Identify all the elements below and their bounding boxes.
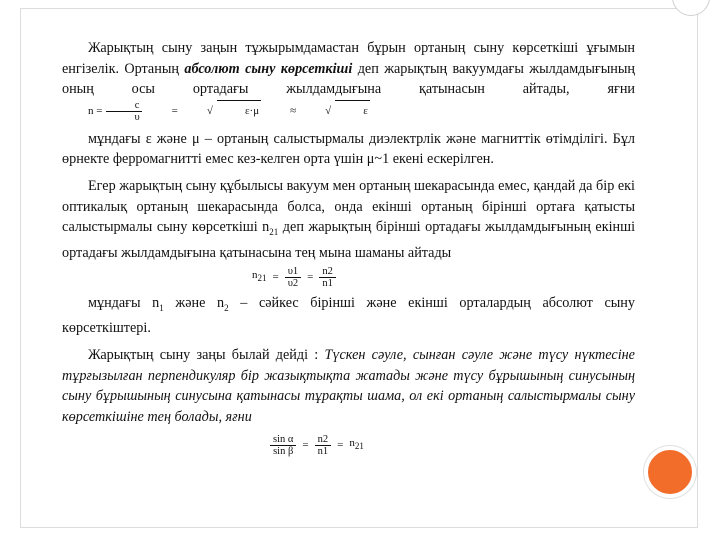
formula-lhs: n = — [88, 104, 103, 117]
text-span: және n — [163, 294, 225, 311]
subscript: 1 — [159, 302, 164, 313]
paragraph-refraction-law — [62, 345, 635, 427]
fraction-denominator: sin β — [273, 445, 294, 457]
paragraph-absolute-index — [62, 38, 635, 123]
n-symbol: n — [252, 269, 258, 282]
n-symbol: n — [349, 437, 355, 450]
orange-circle-decoration — [644, 446, 696, 498]
text-span: деп жарықтың вакуумдағы жылдамдығының оның осы ортадағы жылдамдығына қатынасын айтады, яғни — [62, 60, 635, 98]
law-statement: Түскен сәуле, сынған сәуле және түсу нүктесіне тұрғызылған перпендикуляр бір жазықтықта жатады және түсу бұрышының синусының сыну бұрышының синусына қатынасы тұрақты шама, ол екі ортаның салыстырмалы сыну көрсеткішіне тең болады, яғни — [62, 346, 635, 425]
text-span: Жарықтың сыну заңын тұжырымдамастан бұрын ортаның сыну көрсеткіші ұғымын енгізелік. Ортаның — [62, 40, 635, 77]
text-span: мұндағы n — [88, 294, 160, 311]
paragraph-permittivity: мұндағы ε және μ – ортаның салыстырмалы диэлектрлік және магниттік өтімділігі. Бұл өрнекте ферромагнитті емес кез-келген орта үшін μ~1 екені ескерілген. — [62, 130, 635, 168]
sqrt-symbol: √ — [325, 104, 332, 117]
fraction-numerator: c — [106, 100, 143, 112]
fraction-numerator: υ1 — [285, 266, 301, 278]
formula-relative-index — [62, 265, 635, 289]
text-span: Жарықтың сыну заңы былай дейді : — [88, 346, 325, 363]
fraction-indices — [315, 434, 332, 457]
fraction-denominator: n1 — [322, 277, 333, 289]
fraction-denominator: n1 — [317, 445, 329, 457]
equals-sign: = — [337, 438, 344, 451]
equals-sign: = — [272, 270, 279, 283]
term-absolute-index: абсолют сыну көрсеткіші — [184, 60, 353, 77]
sqrt-symbol: √ — [206, 104, 213, 117]
sqrt-eps-mu: ε·μ — [217, 100, 261, 122]
slide-content — [62, 38, 635, 461]
paragraph-relative-index — [62, 176, 635, 263]
fraction-numerator: n2 — [319, 266, 336, 278]
equals-sign: = — [302, 438, 309, 451]
fraction-velocities — [285, 266, 301, 289]
paragraph-where — [62, 293, 635, 339]
fraction-sines — [270, 434, 296, 457]
subscript: 21 — [269, 226, 279, 237]
subscript: 21 — [257, 273, 267, 284]
text-span: деп жарықтың бірінші ортадағы жылдамдығының екінші ортадағы жылдамдығына қатынасына тең мына шаманы айтады — [62, 219, 636, 261]
fraction-denominator: υ — [134, 111, 140, 123]
equals-sign: = — [171, 104, 178, 117]
fraction-numerator: sin α — [270, 434, 296, 446]
text-span: Егер жарықтың сыну құбылысы вакуум мен ортаның шекарасында емес, қандай да бір екі оптикалық ортаның шекарасында болса, онда екінші ортаның бірінші ортаға қатысты салыстырмалы сыну көрсеткіші n — [62, 177, 635, 236]
fraction-indices — [319, 266, 336, 289]
subscript: 21 — [354, 441, 364, 452]
subscript: 2 — [224, 302, 229, 313]
formula-lhs — [252, 265, 267, 289]
approx-sign: ≈ — [290, 104, 297, 117]
fraction-denominator: υ2 — [287, 277, 299, 289]
sqrt-eps: ε — [335, 100, 370, 122]
formula-absolute-index — [62, 100, 370, 123]
formula-rhs — [349, 433, 364, 457]
formula-snell-law — [62, 433, 635, 457]
fraction-c-over-v — [105, 100, 142, 123]
text-span: – сәйкес бірінші және екінші орталардың абсолют сыну көрсеткіштері. — [62, 294, 635, 337]
equals-sign: = — [307, 270, 314, 283]
fraction-numerator: n2 — [315, 434, 332, 446]
